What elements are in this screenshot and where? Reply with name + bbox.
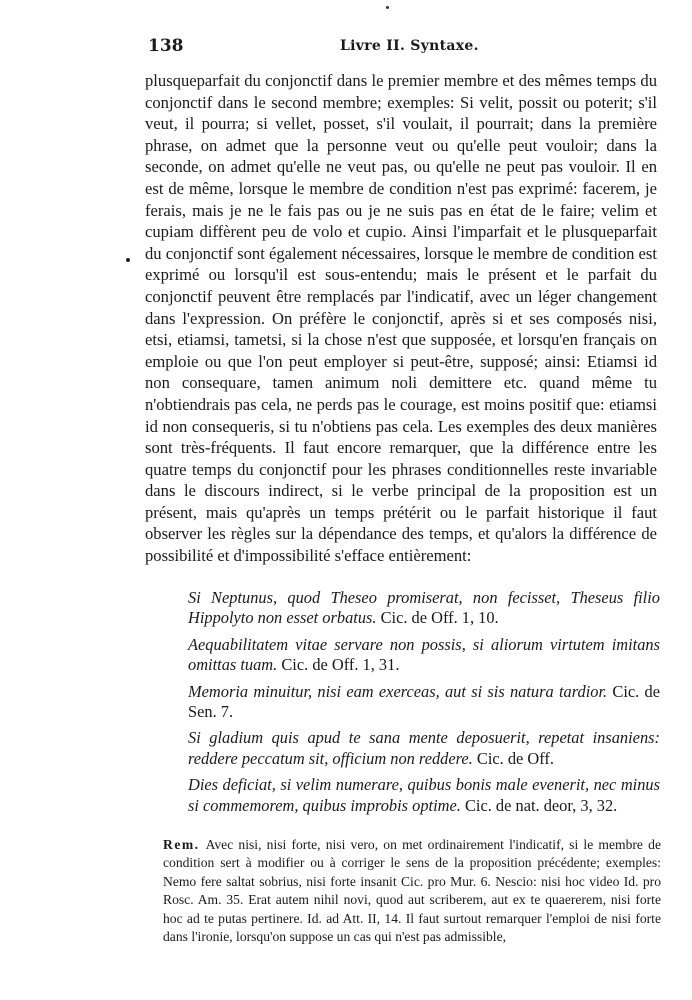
examples-block <box>188 588 660 822</box>
page-number: 138 <box>148 36 184 56</box>
example-latin: Si gladium quis apud te sana mente deposuerit, repetat insaniens: reddere peccatum sit, officium non reddere. <box>188 728 660 768</box>
example-citation: Cic. de Off. 1, 10. <box>380 608 499 628</box>
main-paragraph <box>145 70 657 567</box>
example-5 <box>188 775 660 816</box>
example-latin: Memoria minuitur, nisi eam exerceas, aut si sis natura tardior. <box>188 681 608 701</box>
example-4 <box>188 728 660 769</box>
remark-note <box>163 836 661 946</box>
example-citation: Cic. de nat. deor, 3, 32. <box>464 795 618 815</box>
example-2 <box>188 635 660 676</box>
running-head: Livre II. Syntaxe. <box>340 38 479 54</box>
example-latin: Si Neptunus, quod Theseo promiserat, non fecisset, Theseus filio Hippolyto non esset orbatus. <box>188 588 660 628</box>
example-citation: Cic. de Off. <box>476 748 554 768</box>
remark-text: Avec nisi, nisi forte, nisi vero, on met ordinairement l'indicatif, si le membre de condition sert à modifier ou à corriger le sens de la proposition précédente; exemples: Nemo fere saltat sobrius, nisi forte insanit Cic. pro Mur. 6. Nescio: nisi hoc video Id. pro Rosc. Am. 35. Erat autem nihil novi, quod aut scriberem, aut ex te quaererem, nisi forte hoc ad te putas pertinere. Id. ad Att. II, 14. Il faut surtout remarquer l'emploi de nisi forte dans l'ironie, lorsqu'on suppose un cas qui n'est pas admissible, <box>163 837 661 945</box>
example-3 <box>188 682 660 723</box>
example-citation: Cic. de Sen. 7. <box>188 681 660 722</box>
example-1 <box>188 588 660 629</box>
example-latin: Aequabilitatem vitae servare non possis, si aliorum virtutem imitans omittas tuam. <box>188 634 660 675</box>
page-header <box>148 28 658 60</box>
remark-label: Rem. <box>163 837 200 852</box>
example-latin: Dies deficiat, si velim numerare, quibus bonis male evenerit, nec minus si commemorem, quibus improbis optime. <box>188 775 660 815</box>
example-citation: Cic. de Off. 1, 31. <box>281 655 400 675</box>
print-speck <box>386 6 389 9</box>
margin-mark <box>126 258 130 262</box>
paragraph-text: plusqueparfait du conjonctif dans le premier membre et des mêmes temps du conjonctif dans le second membre; exemples: Si velit, possit ou poterit; s'il veut, il pourra; si vellet, posset, s'il voulait, il pourrait; dans la première phrase, on admet que la personne veut ou qu'elle peut vouloir; dans la seconde, on admet qu'elle ne veut pas, ou qu'elle ne peut pas vouloir. Il en est de même, lorsque le membre de condition n'est pas exprimé: facerem, je ferais, mais je ne le fais pas ou je ne suis pas en état de le faire; velim et cupiam diffèrent peu de volo et cupio. Ainsi l'imparfait et le plusqueparfait du conjonctif sont également nécessaires, lorsque le membre de condition est exprimé ou lorsqu'il est sous-entendu; mais le présent et le parfait du conjonctif peuvent être remplacés par l'indicatif, avec un léger changement dans l'expression. On préfère le conjonctif, après si et ses composés nisi, etsi, etiamsi, tametsi, si la chose n'est que supposée, et lorsqu'en français on emploie ou que l'on peut employer si peut-être, supposé; ainsi: Etiamsi id non consequare, tamen animum noli demittere etc. quand même tu n'obtiendrais pas cela, ne perds pas le courage, est moins positif que: etiamsi id non consequeris, si tu n'obtiens pas cela. Les exemples des deux manières sont très-fréquents. Il faut encore remarquer, que la différence entre les quatre temps du conjonctif pour les phrases conditionnelles reste invariable dans le discours indirect, si le verbe principal de la proposition est un présent, mais qu'après un temps prétérit ou le parfait historique il faut observer les règles sur la dépendance des temps, et qu'alors la différence de possibilité et d'impossibilité s'efface entièrement: <box>145 71 657 566</box>
